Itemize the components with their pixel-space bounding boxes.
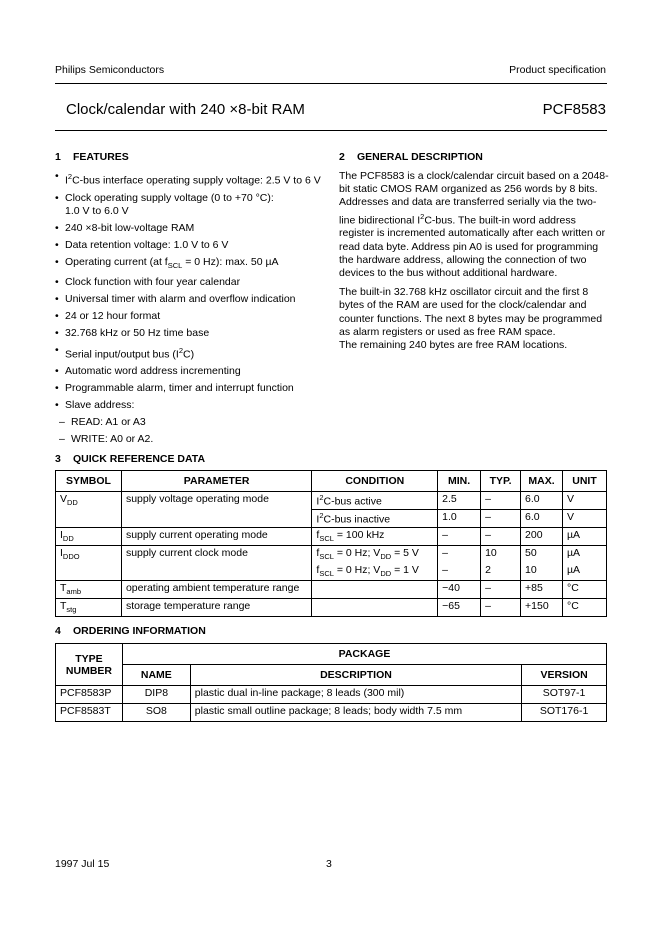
list-item: • Serial input/output bus $(I^2C)$ <box>55 344 335 362</box>
parameter-cell: storage temperature range <box>121 599 311 617</box>
typ-cell: 2 <box>481 563 521 581</box>
name-cell: SO8 <box>122 704 190 722</box>
paragraph: The PCF8583 is a clock/calendar circuit based on a 2048-bit static CMOS RAM organized as 256 words by 8 bits. Addresses and data are transferred serially via the two-line bidirectional $I^2C$-bus. The built-in word address register is incremented automatically after each written or read data byte. Address pin A0 is used for programming the hardware address, allowing the connection of two devices to the bus without additional hardware. <box>339 170 609 279</box>
unit-cell: °C <box>563 581 607 599</box>
max-cell: 6.0 <box>521 510 563 528</box>
typ-cell: 10 <box>481 546 521 564</box>
list-item: • Operating current (at $f_{SCL} = 0$ Hz): max. 50 µA <box>55 256 335 272</box>
paragraph: The built-in 32.768 kHz oscillator circuit and the first 8 bytes of the RAM are used for the clock/calendar and counter functions. The next 8 bytes may be programmed as alarm registers or used as free RAM space. <box>339 286 603 338</box>
column-header: DESCRIPTION <box>190 665 521 686</box>
condition-cell: $I^2C$-bus inactive <box>312 510 438 528</box>
type-cell: PCF8583T <box>56 704 123 722</box>
description-cell: plastic dual in-line package; 8 leads (300 mil) <box>190 686 521 704</box>
min-cell: −40 <box>438 581 481 599</box>
min-cell: – <box>438 546 481 564</box>
unit-cell: °C <box>563 599 607 617</box>
max-cell: 6.0 <box>521 492 563 510</box>
table-header-row <box>56 644 607 665</box>
min-cell: 2.5 <box>438 492 481 510</box>
version-cell: SOT97-1 <box>522 686 607 704</box>
symbol-cell: $T_{amb}$ <box>56 581 122 599</box>
name-cell: DIP8 <box>122 686 190 704</box>
column-header: UNIT <box>563 471 607 492</box>
condition-cell: $I^2C$-bus active <box>312 492 438 510</box>
unit-cell: µA <box>563 546 607 564</box>
list-item: • Programmable alarm, timer and interrupt function <box>55 382 335 395</box>
typ-cell: – <box>481 599 521 617</box>
description-cell: plastic small outline package; 8 leads; body width 7.5 mm <box>190 704 521 722</box>
condition-cell: $f_{SCL} = 0$ Hz; $V_{DD} = 1$ V <box>312 563 438 581</box>
column-header: TYPE NUMBER <box>56 644 123 686</box>
column-header: CONDITION <box>312 471 438 492</box>
max-cell: 10 <box>521 563 563 581</box>
page-title: Clock/calendar with 240 ×8-bit RAM <box>66 101 305 118</box>
features-list <box>55 170 335 450</box>
list-item: • Automatic word address incrementing <box>55 365 335 378</box>
list-item: • 32.768 kHz or 50 Hz time base <box>55 327 335 340</box>
unit-cell: V <box>563 510 607 528</box>
table-header-row <box>56 471 607 492</box>
table-row <box>56 599 607 617</box>
table-header-row <box>56 665 607 686</box>
table-row <box>56 492 607 510</box>
parameter-cell: supply current operating mode <box>121 528 311 546</box>
list-subitem: – READ: A1 or A3 <box>55 416 335 429</box>
symbol-cell: $T_{stg}$ <box>56 599 122 617</box>
list-item: • Slave address: <box>55 399 335 412</box>
column-header: NAME <box>122 665 190 686</box>
type-cell: PCF8583P <box>56 686 123 704</box>
table-row <box>56 704 607 722</box>
parameter-cell: supply voltage operating mode <box>121 492 311 528</box>
parameter-cell: operating ambient temperature range <box>121 581 311 599</box>
qrd-heading: 3 QUICK REFERENCE DATA <box>55 453 206 465</box>
list-item: • Clock operating supply voltage (0 to +70 °C): 1.0 V to 6.0 V <box>55 192 335 218</box>
header-company: Philips Semiconductors <box>55 64 165 76</box>
typ-cell: – <box>481 510 521 528</box>
list-item: • Universal timer with alarm and overflow indication <box>55 293 335 306</box>
min-cell: 1.0 <box>438 510 481 528</box>
column-header: SYMBOL <box>56 471 122 492</box>
column-header: PACKAGE <box>122 644 606 665</box>
column-header: MAX. <box>521 471 563 492</box>
condition-cell: $f_{SCL} = 0$ Hz; $V_{DD} = 5$ V <box>312 546 438 564</box>
quick-reference-table <box>55 470 607 617</box>
list-item: • $I^2C$-bus interface operating supply voltage: 2.5 V to 6 V <box>55 170 335 188</box>
max-cell: +150 <box>521 599 563 617</box>
list-item: • Clock function with four year calendar <box>55 276 335 289</box>
page-number: 3 <box>326 858 332 870</box>
column-header: PARAMETER <box>121 471 311 492</box>
condition-cell <box>312 581 438 599</box>
header-rule <box>55 83 607 84</box>
part-number: PCF8583 <box>542 101 606 118</box>
general-heading: 2 GENERAL DESCRIPTION <box>339 151 483 163</box>
column-header: VERSION <box>522 665 607 686</box>
general-description <box>339 170 611 358</box>
typ-cell: – <box>481 492 521 510</box>
min-cell: – <box>438 563 481 581</box>
features-heading: 1 FEATURES <box>55 151 129 163</box>
max-cell: 200 <box>521 528 563 546</box>
parameter-cell: supply current clock mode <box>121 546 311 581</box>
condition-cell <box>312 599 438 617</box>
max-cell: +85 <box>521 581 563 599</box>
ordering-table <box>55 643 607 722</box>
list-item: • 240 ×8-bit low-voltage RAM <box>55 222 335 235</box>
typ-cell: – <box>481 581 521 599</box>
symbol-cell: $I_{DDO}$ <box>56 546 122 581</box>
symbol-cell: $V_{DD}$ <box>56 492 122 528</box>
table-row <box>56 686 607 704</box>
paragraph: The remaining 240 bytes are free RAM locations. <box>339 338 568 351</box>
list-subitem: – WRITE: A0 or A2. <box>55 433 335 446</box>
header-doc-type: Product specification <box>509 64 606 76</box>
table-row <box>56 528 607 546</box>
max-cell: 50 <box>521 546 563 564</box>
list-item: • 24 or 12 hour format <box>55 310 335 323</box>
footer-date: 1997 Jul 15 <box>55 858 110 870</box>
table-row <box>56 581 607 599</box>
title-rule <box>55 130 607 131</box>
symbol-cell: $I_{DD}$ <box>56 528 122 546</box>
list-item: • Data retention voltage: 1.0 V to 6 V <box>55 239 335 252</box>
min-cell: – <box>438 528 481 546</box>
ordering-heading: 4 ORDERING INFORMATION <box>55 625 206 637</box>
min-cell: −65 <box>438 599 481 617</box>
unit-cell: µA <box>563 563 607 581</box>
version-cell: SOT176-1 <box>522 704 607 722</box>
unit-cell: V <box>563 492 607 510</box>
unit-cell: µA <box>563 528 607 546</box>
table-row <box>56 546 607 564</box>
condition-cell: $f_{SCL} = 100$ kHz <box>312 528 438 546</box>
typ-cell: – <box>481 528 521 546</box>
column-header: TYP. <box>481 471 521 492</box>
column-header: MIN. <box>438 471 481 492</box>
